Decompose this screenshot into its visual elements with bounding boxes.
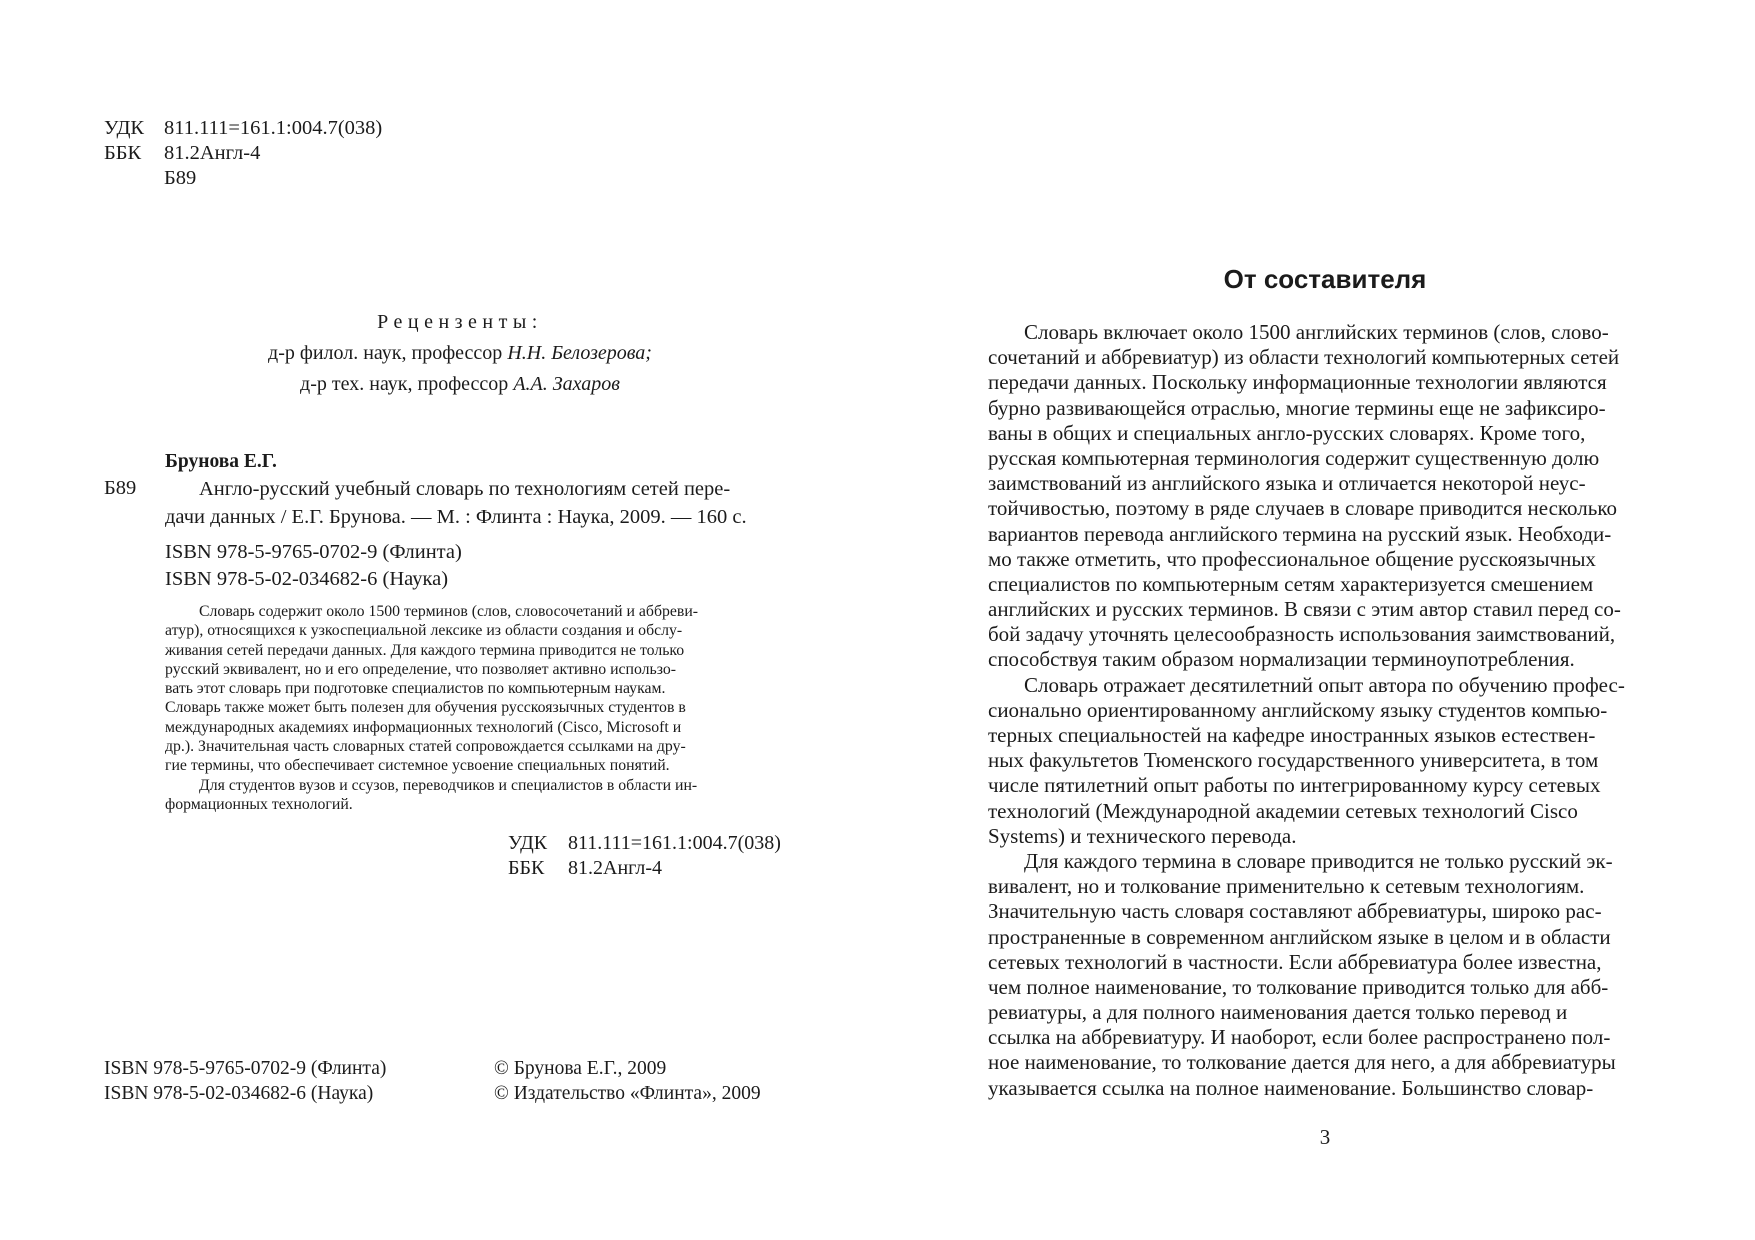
catalog-code: Б89 xyxy=(104,477,137,499)
udk-label: УДК xyxy=(104,117,145,139)
bottom-udk-value: 811.111=161.1:004.7(038) xyxy=(568,832,781,854)
udk-row xyxy=(104,116,382,141)
bbk-label: ББК xyxy=(104,142,142,164)
annotation-line: вать этот словарь при подготовке специалистов по компьютерным наукам. xyxy=(165,680,666,698)
footer-copyright-1: © Брунова Е.Г., 2009 xyxy=(494,1058,667,1079)
reviewer-2 xyxy=(160,371,760,398)
preface-line: ных факультетов Тюменского государственного университета, в том xyxy=(988,748,1599,773)
bottom-udk-row xyxy=(508,831,781,856)
annotation xyxy=(165,602,775,814)
annotation-line: Для студентов вузов и ссузов, переводчиков и специалистов в области ин- xyxy=(199,776,698,794)
preface-line: тойчивостью, поэтому в ряде случаев в словаре приводится несколько xyxy=(988,496,1617,521)
footer-isbn-2: ISBN 978-5-02-034682-6 (Наука) xyxy=(104,1083,374,1104)
reviewer-1-name: Н.Н. Белозерова; xyxy=(507,342,652,364)
preface-line: бурно развивающейся отраслью, многие термины еще не зафиксиро- xyxy=(988,395,1606,420)
preface-line: мо также отметить, что профессиональное общение русскоязычных xyxy=(988,546,1596,571)
preface-line: терных специальностей на кафедре иностранных языков естествен- xyxy=(988,723,1596,747)
reviewer-1 xyxy=(160,340,760,367)
preface-line: передачи данных. Поскольку информационные технологии являются xyxy=(988,370,1607,395)
preface-line: Словарь отражает десятилетний опыт автора по обучению профес- xyxy=(1024,672,1625,697)
catalog-isbn-block xyxy=(165,539,462,593)
preface-line: чем полное наименование, то толкование приводится только для абб- xyxy=(988,974,1609,999)
bbk-value: 81.2Англ-4 xyxy=(164,142,261,164)
catalog-title-line-1: Англо-русский учебный словарь по технологиям сетей пере- xyxy=(199,478,731,500)
catalog-isbn-2: ISBN 978-5-02-034682-6 (Наука) xyxy=(165,568,449,590)
preface-line: сочетаний и аббревиатур) из области технологий компьютерных сетей xyxy=(988,345,1620,370)
preface-line: указывается ссылка на полное наименование. Большинство словар- xyxy=(988,1075,1594,1100)
reviewers-title: Рецензенты: xyxy=(377,311,543,333)
preface-line: технологий (Международной академии сетевых технологий Cisco xyxy=(988,798,1578,823)
annotation-line: русский эквивалент, но и его определение, что позволяет активно использо- xyxy=(165,660,677,678)
preface-line: числе пятилетний опыт работы по интегрированному курсу сетевых xyxy=(988,773,1601,798)
annotation-line: международных академиях информационных технологий (Cisco, Microsoft и xyxy=(165,718,682,736)
preface-line: Systems) и технического перевода. xyxy=(988,823,1297,848)
reviewer-2-name: А.А. Захаров xyxy=(513,373,620,395)
catalog-title xyxy=(165,475,775,531)
udk-value: 811.111=161.1:004.7(038) xyxy=(164,117,383,139)
footer-copyright-2: © Издательство «Флинта», 2009 xyxy=(494,1083,761,1104)
preface-line: сетевых технологий в частности. Если аббревиатура более известна, xyxy=(988,949,1602,974)
annotation-line: Словарь содержит около 1500 терминов (слов, словосочетаний и аббреви- xyxy=(199,603,699,620)
preface-body xyxy=(988,320,1660,1101)
annotation-line: др.). Значительная часть словарных статей сопровождается ссылками на дру- xyxy=(165,738,686,756)
preface-line: пространенные в современном английском языке в целом и в области xyxy=(988,924,1611,949)
preface-line: вивалент, но и толкование применительно к сетевым технологиям. xyxy=(988,874,1585,899)
bottom-classification xyxy=(508,831,781,881)
preface-line: сионально ориентированному английскому языку студентов компью- xyxy=(988,697,1608,722)
bottom-udk-label: УДК xyxy=(508,832,548,854)
preface-line: Словарь включает около 1500 английских терминов (слов, слово- xyxy=(1024,320,1609,344)
author-code: Б89 xyxy=(164,167,197,189)
footer-isbn-block xyxy=(104,1056,386,1106)
annotation-line: формационных технологий. xyxy=(165,795,353,813)
classification-block xyxy=(104,116,382,191)
bbk-row xyxy=(104,141,382,166)
reviewer-2-prefix: д-р тех. наук, профессор xyxy=(300,373,509,395)
reviewer-1-prefix: д-р филол. наук, профессор xyxy=(268,342,503,364)
preface-line: английских и русских терминов. В связи с этим автор ставил перед со- xyxy=(988,597,1621,622)
preface-line: заимствований из английского языка и отличается некоторой неус- xyxy=(988,471,1586,496)
annotation-line: гие термины, что обеспечивает системное усвоение специальных понятий. xyxy=(165,757,670,775)
reviewers-block xyxy=(160,309,760,402)
preface-line: ссылка на аббревиатуру. И наоборот, если более распространено пол- xyxy=(988,1025,1611,1050)
preface-line: ное наименование, то толкование дается для него, а для аббревиатуры xyxy=(988,1050,1616,1075)
preface-heading: От составителя xyxy=(1223,264,1427,294)
bottom-bbk-value: 81.2Англ-4 xyxy=(568,857,662,879)
annotation-line: живания сетей передачи данных. Для каждого термина приводится не только xyxy=(165,641,685,659)
preface-line: способствуя таким образом нормализации терминоупотребления. xyxy=(988,647,1575,672)
preface-line: вариантов перевода английского термина на русский язык. Необходи- xyxy=(988,521,1612,546)
footer-isbn-1: ISBN 978-5-9765-0702-9 (Флинта) xyxy=(104,1058,387,1079)
preface-line: специалистов по компьютерным сетям характеризуется смешением xyxy=(988,571,1594,596)
preface-line: бой задачу уточнять целесообразность использования заимствований, xyxy=(988,622,1616,647)
preface-line: ваны в общих и специальных англо-русских словарях. Кроме того, xyxy=(988,420,1586,445)
page-number: 3 xyxy=(1319,1125,1331,1149)
catalog-author: Брунова Е.Г. xyxy=(165,451,277,472)
preface-line: Для каждого термина в словаре приводится не только русский эк- xyxy=(1024,848,1613,873)
footer-copyright-block xyxy=(494,1056,761,1106)
catalog-isbn-1: ISBN 978-5-9765-0702-9 (Флинта) xyxy=(165,541,462,563)
preface-line: Значительную часть словаря составляют аббревиатуры, широко рас- xyxy=(988,899,1602,924)
annotation-line: атур), относящихся к узкоспециальной лексике из области создания и обслу- xyxy=(165,622,683,640)
annotation-line: Словарь также может быть полезен для обучения русскоязычных студентов в xyxy=(165,699,686,717)
bottom-bbk-label: ББК xyxy=(508,857,545,879)
preface-line: русская компьютерная терминология содержит существенную долю xyxy=(988,445,1600,470)
preface-line: ревиатуры, а для полного наименования дается только перевод и xyxy=(988,1000,1568,1025)
bottom-bbk-row xyxy=(508,856,781,881)
author-code-row xyxy=(104,166,382,191)
catalog-title-line-2: дачи данных / Е.Г. Брунова. — М. : Флинта : Наука, 2009. — 160 с. xyxy=(165,506,747,528)
